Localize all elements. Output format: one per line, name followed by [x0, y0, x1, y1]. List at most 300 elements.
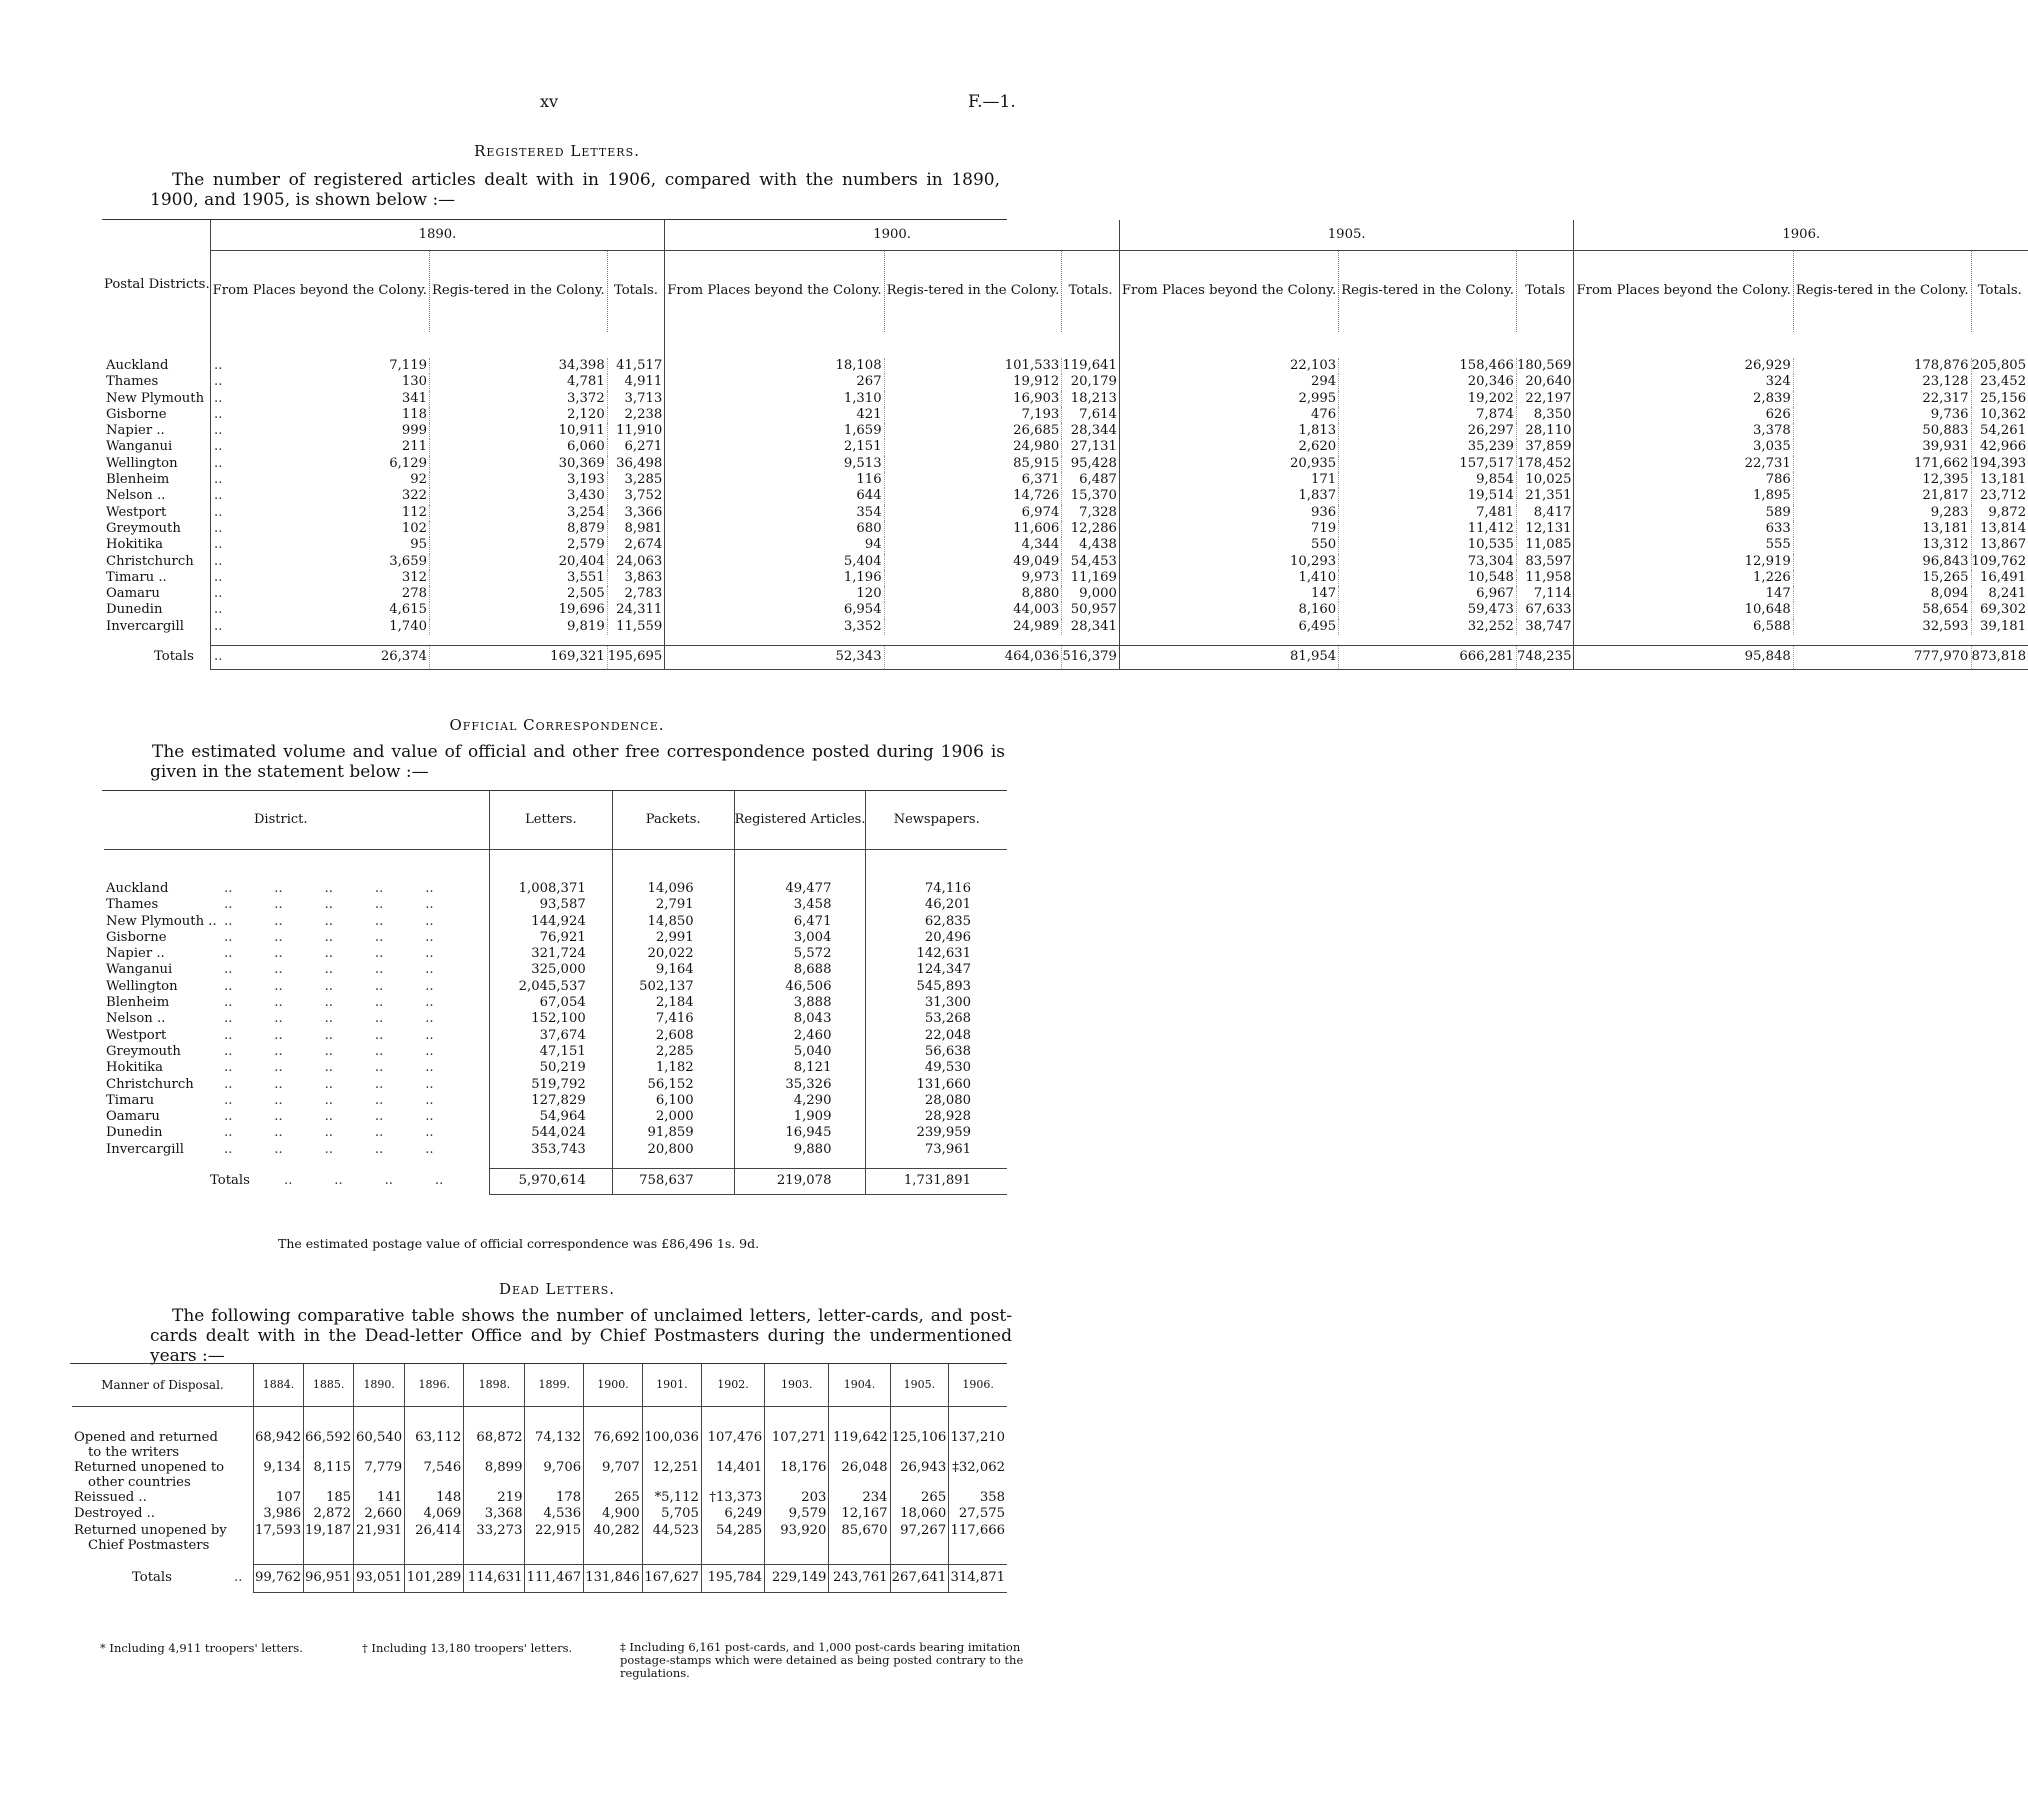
table-cell: 7,416: [612, 1011, 734, 1027]
column-subheader: Totals.: [1062, 250, 1120, 332]
table-cell: 12,167: [829, 1506, 890, 1522]
district-name: Hokitika .. .. .. .. ..: [106, 1060, 434, 1076]
table-row: [72, 1460, 1007, 1490]
newspapers-header: Newspapers.: [866, 791, 1007, 849]
table-cell: 152,100: [490, 1011, 613, 1027]
leader-dots: ..: [234, 1570, 243, 1586]
year-header: 1885.: [304, 1364, 354, 1406]
total-cell: 131,846: [584, 1565, 643, 1593]
table-cell: 265: [890, 1490, 949, 1506]
table-cell: 20,640: [1516, 374, 1574, 390]
page-number: xv: [540, 92, 559, 111]
year-1906-header: 1906.: [1574, 220, 2028, 250]
table-cell: 178,876: [1793, 358, 1971, 374]
leader-dots: .. .. .. .. ..: [224, 962, 434, 978]
leader-dots: ..: [214, 504, 223, 520]
table-cell: 589: [1574, 505, 1793, 521]
table-cell: 9,819: [429, 619, 607, 635]
registered-intro: The number of registered articles dealt with in 1906, compared with the numbers in 1890, 1900, and 1905, is shown below :—: [150, 170, 1000, 210]
table-cell: 107: [253, 1490, 303, 1506]
table-cell: 20,022: [612, 946, 734, 962]
district-name: Hokitika ..: [106, 537, 223, 553]
column-subheader: Regis-tered in the Colony.: [1793, 250, 1971, 332]
page-reference: F.—1.: [968, 92, 1016, 112]
leader-dots: ..: [214, 406, 223, 422]
table-cell: 23,452: [1971, 374, 2028, 390]
table-cell: 7,328: [1062, 505, 1120, 521]
table-cell: 3,752: [607, 488, 665, 504]
district-name: Wanganui ..: [106, 439, 223, 455]
table-cell: 211: [210, 439, 429, 455]
table-cell: 92: [210, 472, 429, 488]
table-cell: 9,973: [884, 570, 1062, 586]
total-cell: 666,281: [1339, 645, 1517, 669]
dead-letters-intro: The following comparative table shows the number of unclaimed letters, letter-cards, and post-cards dealt with in the Dead-letter Office and by Chief Postmasters during the undermentioned years :—: [150, 1306, 1012, 1366]
table-cell: 59,473: [1339, 602, 1517, 618]
table-cell: 23,712: [1971, 488, 2028, 504]
table-cell: 9,707: [584, 1460, 643, 1490]
table-cell: 4,344: [884, 537, 1062, 553]
table-row: [104, 374, 2028, 390]
table-cell: *5,112: [642, 1490, 701, 1506]
leader-dots: ..: [214, 586, 223, 602]
column-subheader: From Places beyond the Colony.: [210, 250, 429, 332]
table-cell: 34,398: [429, 358, 607, 374]
disposal-line-2: other countries: [88, 1475, 191, 1490]
table-cell: 3,713: [607, 391, 665, 407]
table-cell: 56,638: [866, 1044, 1007, 1060]
district-name: Greymouth ..: [106, 520, 223, 536]
table-row: [104, 586, 2028, 602]
table-cell: 68,872: [464, 1430, 525, 1460]
table-cell: 53,268: [866, 1011, 1007, 1027]
table-cell: 341: [210, 391, 429, 407]
table-cell: 107,271: [765, 1430, 829, 1460]
table-cell: 2,579: [429, 537, 607, 553]
table-cell: 20,800: [612, 1142, 734, 1158]
table-cell: 6,495: [1119, 619, 1338, 635]
table-row: [104, 1028, 1007, 1044]
table-cell: 8,241: [1971, 586, 2028, 602]
total-cell: 101,289: [405, 1565, 464, 1593]
column-subheader: Regis-tered in the Colony.: [429, 250, 607, 332]
leader-dots: .. .. .. .. ..: [224, 881, 434, 896]
district-name: New Plymouth .. .. .. .. .. ..: [106, 913, 434, 929]
table-cell: 555: [1574, 537, 1793, 553]
disposal-line-1: Opened and returned: [74, 1430, 218, 1445]
table-cell: 3,378: [1574, 423, 1793, 439]
table-cell: 6,249: [701, 1506, 764, 1522]
table-cell: 7,546: [405, 1460, 464, 1490]
table-cell: 27,575: [949, 1506, 1007, 1522]
table-cell: ‡32,062: [949, 1460, 1007, 1490]
column-subheader: From Places beyond the Colony.: [1119, 250, 1338, 332]
table-cell: 1,837: [1119, 488, 1338, 504]
table-row: [104, 995, 1007, 1011]
table-cell: 22,048: [866, 1028, 1007, 1044]
year-header: 1896.: [405, 1364, 464, 1406]
leader-dots: ..: [214, 488, 223, 504]
table-row: [104, 897, 1007, 913]
table-cell: 9,000: [1062, 586, 1120, 602]
table-cell: 27,131: [1062, 439, 1120, 455]
table-cell: 2,120: [429, 407, 607, 423]
table-cell: 3,986: [253, 1506, 303, 1522]
table-cell: 12,919: [1574, 554, 1793, 570]
footnote-2: † Including 13,180 troopers' letters.: [362, 1641, 573, 1655]
table-cell: 3,888: [734, 995, 866, 1011]
leader-dots: .. .. .. .. ..: [224, 1076, 434, 1092]
table-row: [104, 554, 2028, 570]
table-cell: 120: [665, 586, 884, 602]
table-cell: 321,724: [490, 946, 613, 962]
totals-label: Totals ..: [132, 1570, 243, 1586]
table-cell: 50,883: [1793, 423, 1971, 439]
registered-letters-title: Registered Letters.: [474, 142, 640, 160]
district-name: Dunedin .. .. .. .. ..: [106, 1125, 434, 1141]
disposal-label: [72, 1460, 253, 1490]
table-row: [104, 602, 2028, 618]
table-cell: 8,043: [734, 1011, 866, 1027]
table-cell: 7,614: [1062, 407, 1120, 423]
leader-dots: .. .. .. .. ..: [224, 1027, 434, 1043]
table-cell: 36,498: [607, 456, 665, 472]
table-cell: 4,900: [584, 1506, 643, 1522]
leader-dots: ..: [214, 455, 223, 471]
table-cell: 6,588: [1574, 619, 1793, 635]
total-cell: 195,695: [607, 645, 665, 669]
total-cell: 96,951: [304, 1565, 354, 1593]
table-cell: 550: [1119, 537, 1338, 553]
table-cell: 21,817: [1793, 488, 1971, 504]
table-cell: 4,781: [429, 374, 607, 390]
table-cell: 3,366: [607, 505, 665, 521]
table-cell: 127,829: [490, 1093, 613, 1109]
table-cell: 14,726: [884, 488, 1062, 504]
table-cell: 180,569: [1516, 358, 1574, 374]
total-cell: 219,078: [734, 1168, 866, 1194]
district-name: Wellington ..: [106, 455, 223, 471]
table-cell: 354: [665, 505, 884, 521]
table-cell: 194,393: [1971, 455, 2027, 471]
table-cell: 13,312: [1793, 537, 1971, 553]
table-row: [104, 537, 2028, 553]
table-cell: 26,414: [405, 1523, 464, 1553]
table-cell: 42,966: [1971, 439, 2028, 455]
district-name: New Plymouth ..: [106, 390, 223, 406]
table-row: [104, 472, 2028, 488]
leader-dots: .. .. .. .. ..: [224, 1060, 434, 1076]
table-cell: 6,487: [1062, 472, 1120, 488]
table-cell: 14,401: [701, 1460, 764, 1490]
table-cell: 421: [665, 407, 884, 423]
table-cell: 100,036: [642, 1430, 701, 1460]
table-row: [104, 881, 1007, 897]
table-cell: 33,273: [464, 1523, 525, 1553]
table-cell: 26,297: [1339, 423, 1517, 439]
table-cell: 131,660: [866, 1077, 1007, 1093]
table-cell: 19,912: [884, 374, 1062, 390]
leader-dots: ..: [214, 537, 223, 553]
table-cell: 7,874: [1339, 407, 1517, 423]
table-cell: 112: [210, 505, 429, 521]
table-cell: 66,592: [304, 1430, 354, 1460]
table-cell: 14,096: [612, 881, 734, 897]
table-cell: 7,119: [210, 358, 429, 374]
table-cell: 1,813: [1119, 423, 1338, 439]
table-cell: 18,108: [665, 358, 884, 374]
table-cell: 3,430: [429, 488, 607, 504]
table-cell: 6,100: [612, 1093, 734, 1109]
table-cell: 37,859: [1516, 439, 1574, 455]
table-row: [104, 570, 2028, 586]
table-cell: 7,114: [1516, 586, 1574, 602]
table-cell: 20,496: [866, 930, 1007, 946]
district-name: Blenheim ..: [106, 472, 223, 488]
table-row: [104, 930, 1007, 946]
table-cell: 6,974: [884, 505, 1062, 521]
year-header: 1902.: [701, 1364, 764, 1406]
table-cell: 24,980: [884, 439, 1062, 455]
table-cell: 7,481: [1339, 505, 1517, 521]
table-cell: 8,981: [607, 521, 665, 537]
table-row: [104, 1011, 1007, 1027]
table-cell: 1,895: [1574, 488, 1793, 504]
leader-dots: .. .. .. .. ..: [224, 946, 434, 962]
total-cell: 52,343: [665, 645, 884, 669]
table-row: [104, 505, 2028, 521]
table-cell: 35,239: [1339, 439, 1517, 455]
table-cell: 142,631: [866, 946, 1007, 962]
leader-dots: .. .. .. .. ..: [224, 929, 434, 945]
table-row: [104, 946, 1007, 962]
table-cell: 9,880: [734, 1142, 866, 1158]
table-cell: 38,747: [1516, 619, 1574, 635]
table-cell: 76,921: [490, 930, 613, 946]
table-cell: 21,931: [354, 1523, 405, 1553]
table-cell: 22,731: [1574, 456, 1793, 472]
table-cell: 50,219: [490, 1060, 613, 1076]
disposal-label: [72, 1490, 253, 1506]
table-cell: 22,197: [1516, 391, 1574, 407]
total-cell: 95,848: [1574, 645, 1793, 669]
table-cell: 109,762: [1971, 553, 2027, 569]
table-cell: 40,282: [584, 1523, 643, 1553]
year-1900-header: 1900.: [665, 220, 1120, 250]
total-cell: 195,784: [701, 1565, 764, 1593]
table-cell: 171: [1119, 472, 1338, 488]
table-cell: 117,666: [949, 1523, 1007, 1553]
table-cell: 203: [765, 1490, 829, 1506]
table-row: [104, 962, 1007, 978]
disposal-label: [72, 1430, 253, 1460]
table-cell: 633: [1574, 521, 1793, 537]
footnote-3: ‡ Including 6,161 post-cards, and 1,000 post-cards bearing imitation postage-stamps which were detained as being posted contrary to the regulations.: [620, 1640, 1024, 1680]
year-header: 1901.: [642, 1364, 701, 1406]
table-cell: 2,991: [612, 930, 734, 946]
table-cell: 3,368: [464, 1506, 525, 1522]
table-cell: 13,867: [1971, 537, 2028, 553]
table-row: [104, 1077, 1007, 1093]
year-header: 1905.: [890, 1364, 949, 1406]
table-cell: 10,548: [1339, 570, 1517, 586]
leader-dots: ..: [214, 439, 223, 455]
column-subheader: Totals.: [1971, 250, 2028, 332]
total-cell: 99,762: [253, 1565, 303, 1593]
totals-row: [104, 1168, 1007, 1194]
totals-label: Totals ..: [154, 648, 223, 664]
year-header: 1884.: [253, 1364, 303, 1406]
table-cell: 786: [1574, 472, 1793, 488]
table-cell: 2,783: [607, 586, 665, 602]
table-cell: 5,572: [734, 946, 866, 962]
table-cell: 102: [210, 521, 429, 537]
table-cell: 94: [665, 537, 884, 553]
table-cell: 324: [1574, 374, 1793, 390]
table-cell: 18,060: [890, 1506, 949, 1522]
table-cell: 10,362: [1971, 407, 2028, 423]
table-cell: 519,792: [490, 1077, 613, 1093]
leader-dots: .. .. .. .. ..: [224, 1011, 434, 1027]
table-cell: 3,352: [665, 619, 884, 635]
table-cell: 58,654: [1793, 602, 1971, 618]
table-cell: 3,372: [429, 391, 607, 407]
table-cell: 358: [949, 1490, 1007, 1506]
table-row: [104, 1109, 1007, 1125]
letters-header: Letters.: [490, 791, 613, 849]
table-cell: 101,533: [884, 358, 1062, 374]
leader-dots: ..: [214, 602, 223, 618]
leader-dots: .. .. .. .. ..: [224, 1141, 434, 1157]
leader-dots: .. .. .. .. ..: [224, 913, 434, 929]
table-cell: 2,505: [429, 586, 607, 602]
disposal-line-1: Returned unopened by: [74, 1522, 227, 1538]
leader-dots: .. .. .. .. ..: [224, 995, 434, 1011]
district-name: Dunedin ..: [106, 602, 223, 618]
table-cell: 47,151: [490, 1044, 613, 1060]
table-cell: 4,438: [1062, 537, 1120, 553]
table-cell: 74,116: [866, 881, 1007, 897]
table-cell: 31,300: [866, 995, 1007, 1011]
district-name: Invercargill .. .. .. .. ..: [106, 1141, 434, 1157]
table-cell: 16,491: [1971, 570, 2028, 586]
manner-of-disposal-header: Manner of Disposal.: [101, 1377, 224, 1392]
table-cell: 3,458: [734, 897, 866, 913]
table-cell: 54,453: [1062, 554, 1120, 570]
table-cell: 999: [210, 423, 429, 439]
table-cell: 28,928: [866, 1109, 1007, 1125]
disposal-label: [72, 1523, 253, 1553]
table-cell: 4,615: [210, 602, 429, 618]
table-cell: 73,304: [1339, 554, 1517, 570]
year-header: 1898.: [464, 1364, 525, 1406]
table-cell: 50,957: [1062, 602, 1120, 618]
table-cell: 1,008,371: [490, 881, 613, 897]
table-cell: 1,196: [665, 570, 884, 586]
column-subheader: From Places beyond the Colony.: [665, 250, 884, 332]
district-name: Nelson .. ..: [106, 488, 223, 504]
table-cell: 719: [1119, 521, 1338, 537]
table-cell: 147: [1119, 586, 1338, 602]
table-cell: 37,674: [490, 1028, 613, 1044]
table-cell: 54,261: [1971, 423, 2028, 439]
leader-dots: ..: [214, 520, 223, 536]
district-name: Christchurch ..: [106, 553, 223, 569]
table-cell: 4,536: [525, 1506, 584, 1522]
table-cell: 8,160: [1119, 602, 1338, 618]
table-cell: 26,048: [829, 1460, 890, 1490]
table-cell: 234: [829, 1490, 890, 1506]
table-cell: 22,915: [525, 1523, 584, 1553]
table-cell: 239,959: [866, 1125, 1007, 1141]
table-cell: 125,106: [890, 1430, 949, 1460]
total-cell: 748,235: [1516, 645, 1574, 669]
table-cell: 8,417: [1516, 505, 1574, 521]
table-cell: 936: [1119, 505, 1338, 521]
table-cell: 12,286: [1062, 521, 1120, 537]
leader-dots: .. .. .. ..: [284, 1172, 444, 1188]
table-cell: 2,839: [1574, 391, 1793, 407]
leader-dots: ..: [214, 358, 223, 373]
dead-letters-title: Dead Letters.: [498, 1280, 616, 1298]
table-cell: 85,915: [884, 456, 1062, 472]
table-cell: 46,201: [866, 897, 1007, 913]
disposal-line-1: Destroyed ..: [74, 1506, 155, 1522]
table-cell: 10,911: [429, 423, 607, 439]
table-cell: 15,370: [1062, 488, 1120, 504]
total-cell: 873,818: [1971, 645, 2028, 669]
total-cell: 777,970: [1793, 645, 1971, 669]
total-cell: 229,149: [765, 1565, 829, 1593]
table-cell: 22,103: [1119, 358, 1338, 374]
leader-dots: ..: [214, 374, 223, 390]
table-row: [72, 1523, 1007, 1553]
table-cell: 7,193: [884, 407, 1062, 423]
table-cell: 1,182: [612, 1060, 734, 1076]
table-cell: 278: [210, 586, 429, 602]
year-1905-header: 1905.: [1119, 220, 1574, 250]
table-cell: 20,935: [1119, 456, 1338, 472]
year-header: 1904.: [829, 1364, 890, 1406]
table-cell: 6,060: [429, 439, 607, 455]
table-cell: 124,347: [866, 962, 1007, 978]
table-cell: 26,685: [884, 423, 1062, 439]
table-cell: 1,226: [1574, 570, 1793, 586]
table-cell: 1,310: [665, 391, 884, 407]
total-cell: 114,631: [464, 1565, 525, 1593]
totals-row: [104, 645, 2028, 669]
leader-dots: .. .. .. .. ..: [224, 978, 434, 994]
table-cell: 28,341: [1062, 619, 1120, 635]
table-row: [104, 979, 1007, 995]
disposal-line-1: Reissued ..: [74, 1490, 147, 1505]
table-cell: 11,085: [1516, 537, 1574, 553]
leader-dots: ..: [214, 472, 223, 488]
table-cell: 26,943: [890, 1460, 949, 1490]
table-cell: 2,674: [607, 537, 665, 553]
table-cell: 56,152: [612, 1077, 734, 1093]
table-cell: 10,025: [1516, 472, 1574, 488]
table-cell: 680: [665, 521, 884, 537]
table-cell: 13,814: [1971, 521, 2028, 537]
official-intro: The estimated volume and value of official and other free correspondence posted during 1906 is given in the statement below :—: [150, 742, 1005, 782]
table-cell: 119,642: [829, 1430, 890, 1460]
table-cell: 9,872: [1971, 505, 2028, 521]
table-cell: 19,696: [429, 602, 607, 618]
district-name: Thames .. .. .. .. ..: [106, 897, 434, 913]
table-cell: 11,412: [1339, 521, 1517, 537]
table-row: [104, 1060, 1007, 1076]
